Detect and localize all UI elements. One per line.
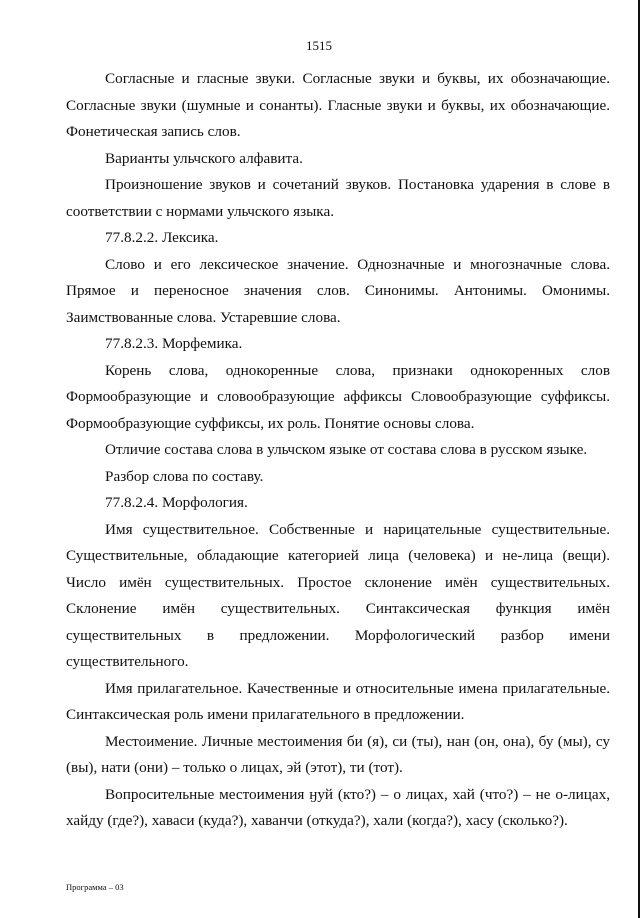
paragraph-alphabet: Варианты ульчского алфавита. bbox=[105, 149, 303, 167]
section-heading-morphology: 77.8.2.4. Морфология. bbox=[105, 494, 248, 511]
paragraph-word-parsing: Разбор слова по составу. bbox=[105, 467, 264, 485]
paragraph-word-composition: Отличие состава слова в ульчском языке от состава слова в русском языке. bbox=[105, 441, 588, 458]
paragraph-adjective: Имя прилагательное. Качественные и относительные имена прилагательные. Синтаксическая роль имени прилагательного в предложении. bbox=[66, 679, 610, 723]
paragraph-morphemics: Корень слова, однокоренные слова, признаки однокоренных слов Формообразующие и словообразующие аффиксы Словообразующие суффиксы. Формообразующие суффиксы, их роль. Понятие основы слова. bbox=[66, 361, 610, 432]
paragraph-phonetics: Согласные и гласные звуки. Согласные звуки и буквы, их обозначающие. Согласные звуки (шумные и сонанты). Гласные звуки и буквы, их обозначающие. Фонетическая запись слов. bbox=[66, 70, 610, 140]
paragraph-noun: Имя существительное. Собственные и нарицательные существительные. Существительные, обладающие категорией лица (человека) и не-лица (вещи). Число имён существительных. Простое склонение имён существительных. Склонение имён существительных. Синтаксическая функция имён существительных в предложении. Морфологический разбор имени существительного. bbox=[66, 520, 610, 670]
section-heading-lexicon: 77.8.2.2. Лексика. bbox=[105, 229, 219, 246]
footer-note: Программа – 03 bbox=[66, 882, 124, 892]
paragraph-lexicon: Слово и его лексическое значение. Однозначные и многозначные слова. Прямое и переносное значения слов. Синонимы. Антонимы. Омонимы. Заимствованные слова. Устаревшие слова. bbox=[66, 255, 610, 326]
page-number: 1515 bbox=[306, 38, 332, 53]
document-body bbox=[66, 66, 610, 835]
paragraph-interrogative-pronouns: Вопросительные местоимения ӈуй (кто?) – о лицах, хай (что?) – не о-лицах, хайду (где?), хаваси (куда?), хаванчи (откуда?), хали (когда?), хасу (сколько?). bbox=[66, 785, 610, 829]
section-heading-morphemics: 77.8.2.3. Морфемика. bbox=[105, 335, 243, 352]
paragraph-pronunciation: Произношение звуков и сочетаний звуков. Постановка ударения в слове в соответствии с нормами ульчского языка. bbox=[66, 176, 610, 220]
paragraph-pronoun: Местоимение. Личные местоимения би (я), си (ты), нан (он, она), бу (мы), су (вы), нати (они) – только о лицах, эй (этот), ти (тот). bbox=[66, 732, 610, 776]
